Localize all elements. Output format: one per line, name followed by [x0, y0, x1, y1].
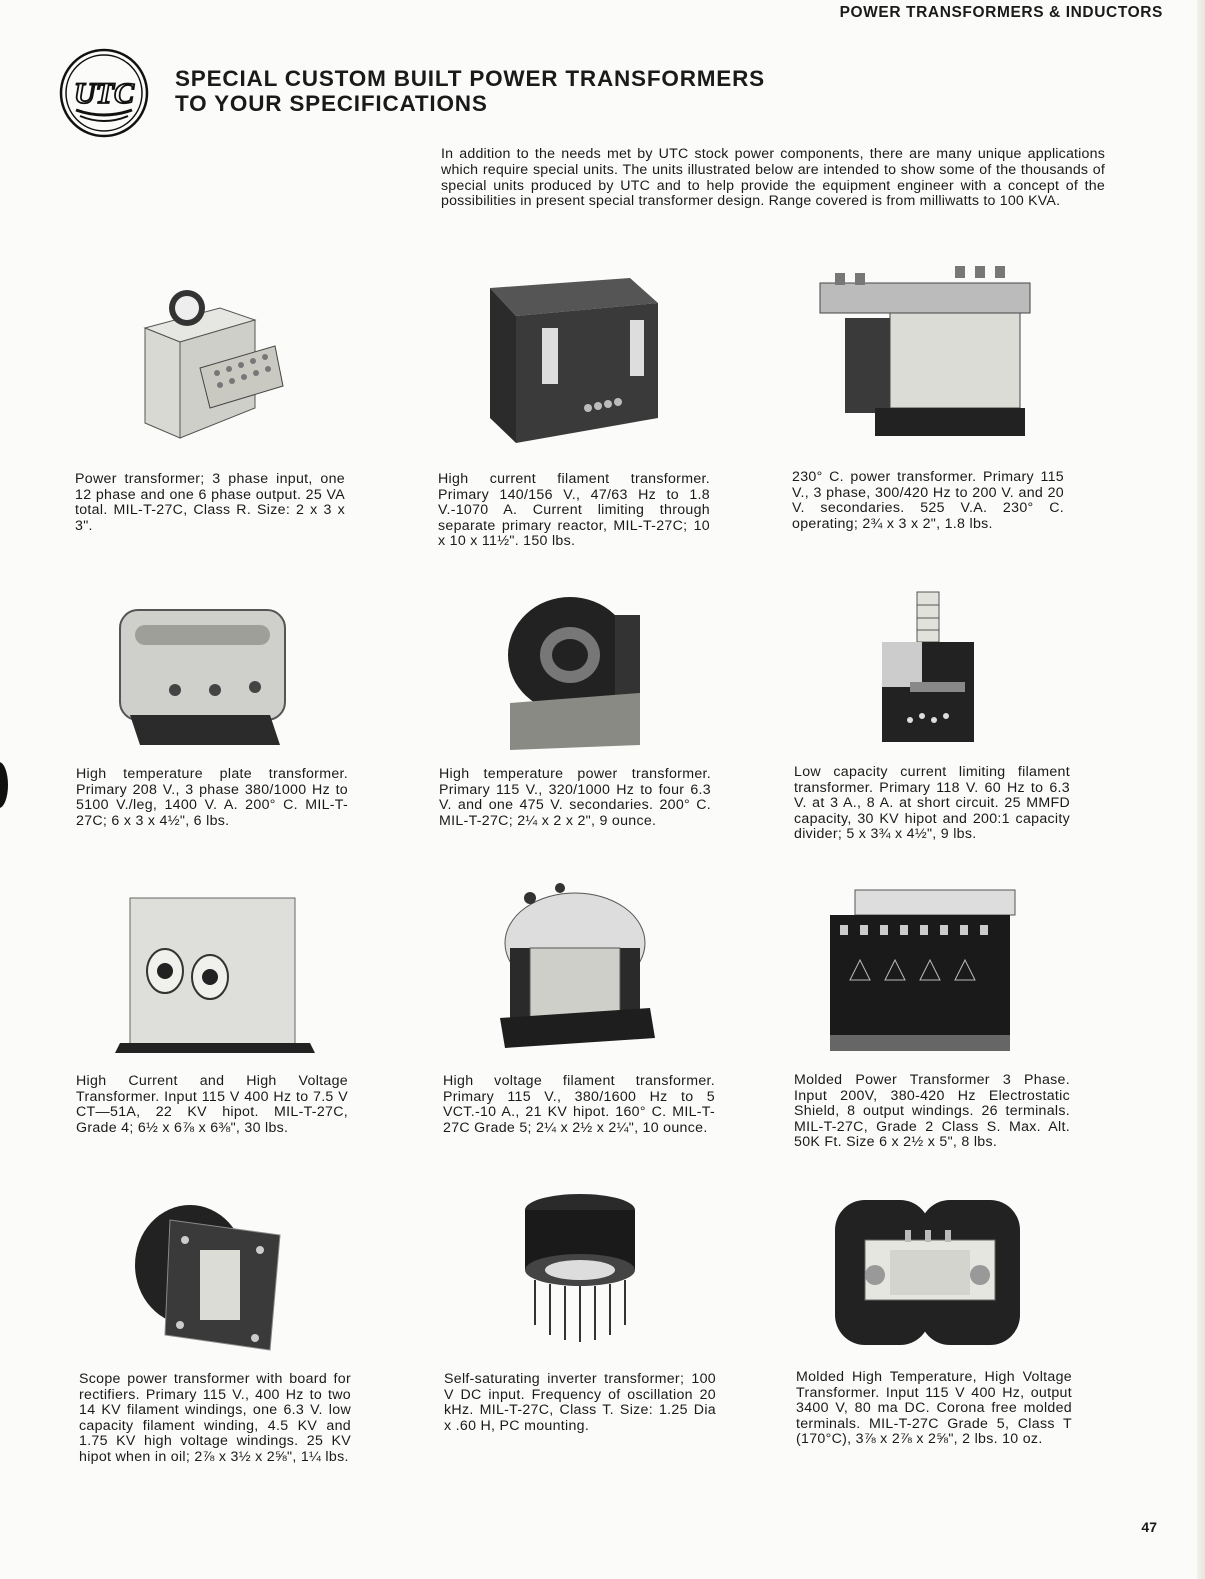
- product-caption: Self-saturating inverter transformer; 100 V DC input. Frequency of oscillation 20 kHz. MIL-T-27C, Class T. Size: 1.25 Dia x .60 H, PC mounting.: [444, 1371, 716, 1434]
- toroidal-power-transformer-photo: [490, 585, 660, 750]
- product-caption: Low capacity current limiting filament transformer. Primary 118 V. 60 Hz to 6.3 V. at 3 A., 8 A. at short circuit. 25 MMFD capacity, 30 KV hipot and 200:1 capacity divider; 5 x 3¾ x 4½", 9 lbs.: [794, 764, 1070, 843]
- hv-filament-transformer-photo: [490, 878, 670, 1053]
- inverter-transformer-photo: [520, 1190, 640, 1355]
- product-caption: High voltage filament transformer. Primary 115 V., 380/1600 Hz to 5 VCT.-10 A., 21 KV hipot. 160° C. MIL-T-27C Grade 5; 2¼ x 2½ x 2¼", 10 ounce.: [443, 1073, 715, 1136]
- product-caption: Power transformer; 3 phase input, one 12 phase and one 6 phase output. 25 VA total. MIL-T-27C, Class R. Size: 2 x 3 x 3".: [75, 471, 345, 534]
- product-caption: Scope power transformer with board for rectifiers. Primary 115 V., 400 Hz to two 14 KV filament windings, one 6.3 V. low capacity filament winding, 4.5 KV and 1.75 KV high voltage windings. 25 KV hipot when in oil; 2⅞ x 3½ x 2⅝", 1¼ lbs.: [79, 1371, 351, 1465]
- product-3: [790, 258, 1080, 558]
- product-8: [435, 878, 725, 1168]
- product-caption: 230° C. power transformer. Primary 115 V., 3 phase, 300/420 Hz to 200 V. and 20 V. secondaries. 525 V.A. 230° C. operating; 2¾ x 3 x 2", 1.8 lbs.: [792, 469, 1064, 532]
- product-caption: Molded Power Transformer 3 Phase. Input 200V, 380-420 Hz Electrostatic Shield, 8 output windings. 26 terminals. MIL-T-27C, Grade 2 Class S. Max. Alt. 50K Ft. Size 6 x 2½ x 5", 8 lbs.: [794, 1072, 1070, 1151]
- title-line-1: SPECIAL CUSTOM BUILT POWER TRANSFORMERS: [175, 66, 765, 91]
- product-caption: High current filament transformer. Primary 140/156 V., 47/63 Hz to 1.8 V.-1070 A. Current limiting through separate primary reactor, MIL-T-27C; 10 x 10 x 11½". 150 lbs.: [438, 471, 710, 550]
- product-11: [435, 1190, 725, 1470]
- product-6: [790, 580, 1080, 875]
- binding-hole: [0, 762, 8, 808]
- plate-transformer-photo: [115, 605, 295, 750]
- three-phase-transformer-photo: [125, 268, 305, 448]
- title-line-2: TO YOUR SPECIFICATIONS: [175, 91, 488, 116]
- product-caption: High temperature plate transformer. Primary 208 V., 3 phase 380/1000 Hz to 5100 V./leg, 1400 V. A. 200° C. MIL-T-27C; 6 x 3 x 4½", 6 lbs.: [76, 766, 348, 829]
- product-7: [70, 888, 360, 1168]
- high-current-filament-transformer-photo: [480, 268, 680, 453]
- molded-hv-transformer-photo: [830, 1195, 1025, 1350]
- intro-paragraph: In addition to the needs met by UTC stock power components, there are many unique applications which require special units. The units illustrated below are intended to show some of the thousands of special units produced by UTC and to help provide the equipment engineer with a concept of the possibilities in present special transformer design. Range covered is from milliwatts to 100 KVA.: [441, 146, 1105, 210]
- product-2: [435, 258, 725, 573]
- current-limiting-filament-transformer-photo: [880, 580, 980, 750]
- product-4: [70, 595, 360, 860]
- product-10: [70, 1190, 360, 1520]
- 230c-power-transformer-photo: [805, 258, 1045, 443]
- page-edge: [1197, 0, 1205, 1579]
- section-header: POWER TRANSFORMERS & INDUCTORS: [839, 4, 1163, 21]
- product-caption: High Current and High Voltage Transformer. Input 115 V 400 Hz to 7.5 V CT—51A, 22 KV hipot. MIL-T-27C, Grade 4; 6½ x 6⅞ x 6⅜", 30 lbs.: [76, 1073, 348, 1136]
- product-1: [70, 258, 360, 543]
- scope-power-transformer-photo: [130, 1190, 300, 1355]
- product-caption: High temperature power transformer. Primary 115 V., 320/1000 Hz to four 6.3 V. and one 475 V. secondaries. 200° C. MIL-T-27C; 2¼ x 2 x 2", 9 ounce.: [439, 766, 711, 829]
- product-5: [435, 585, 725, 860]
- product-12: [790, 1195, 1080, 1505]
- molded-power-transformer-photo: [825, 885, 1025, 1055]
- page-title: [175, 66, 765, 116]
- product-caption: Molded High Temperature, High Voltage Transformer. Input 115 V 400 Hz, output 3400 V, 80 ma DC. Corona free molded terminals. MIL-T-27C Grade 5, Class T (170°C), 3⅞ x 2⅞ x 2⅝", 2 lbs. 10 oz.: [796, 1369, 1072, 1448]
- logo-lettering: UTC: [74, 77, 134, 110]
- utc-logo: [58, 48, 150, 138]
- product-9: [790, 885, 1080, 1175]
- high-voltage-box-transformer-photo: [115, 893, 320, 1058]
- page-number: 47: [1141, 1519, 1157, 1535]
